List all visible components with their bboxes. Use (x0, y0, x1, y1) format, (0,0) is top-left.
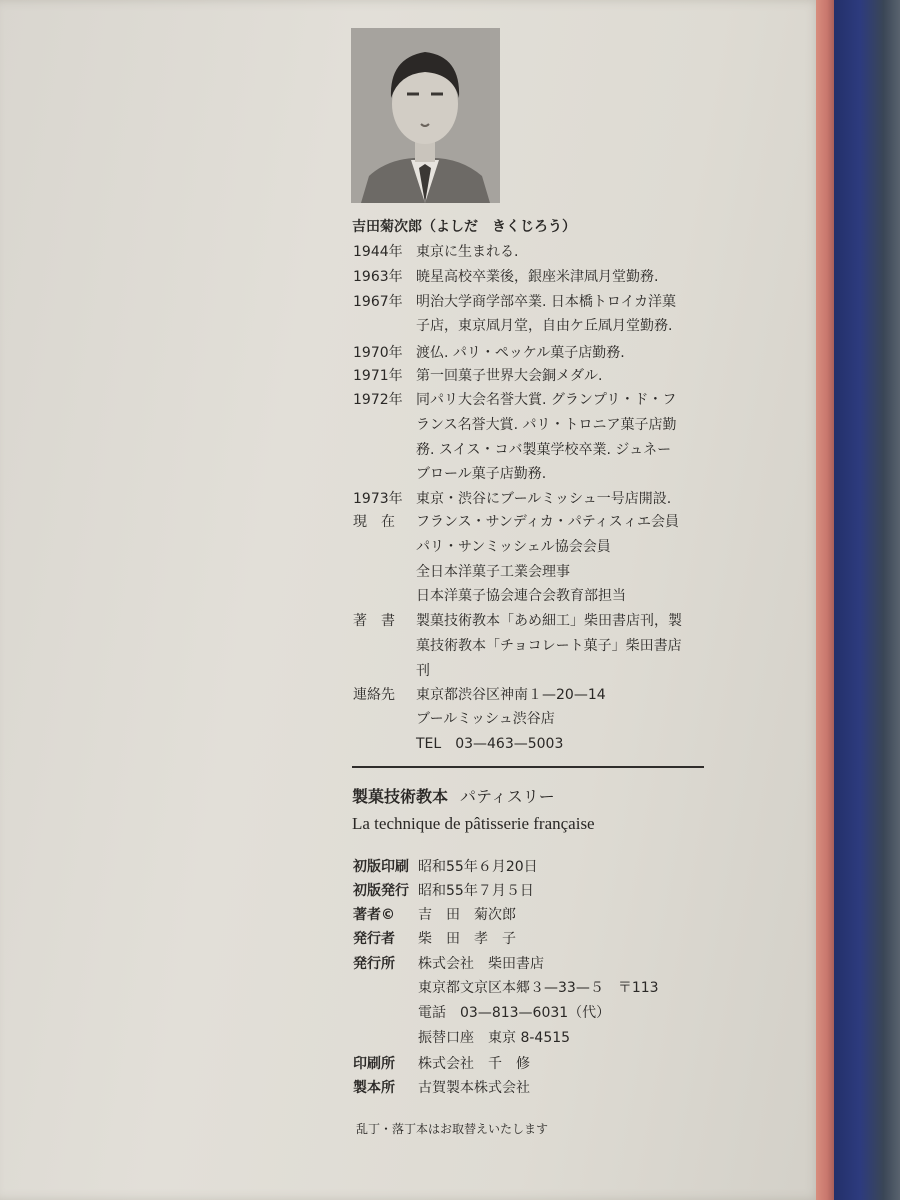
bio-text: 暁星高校卒業後，銀座米津凮月堂勤務. (416, 269, 659, 285)
colophon-label: 印刷所 (353, 1056, 395, 1072)
colophon-label: 製本所 (353, 1080, 395, 1096)
bio-text: 製菓技術教本「あめ細工」柴田書店刊，製 (416, 613, 682, 629)
bio-text: ランス名誉大賞. パリ・トロニア菓子店勤 (416, 417, 677, 433)
bio-text: 子店，東京凮月堂，自由ケ丘凮月堂勤務. (416, 318, 673, 334)
bio-text: ブールミッシュ渋谷店 (416, 711, 555, 727)
section-divider (352, 766, 704, 768)
bio-text: 務. スイス・コバ製菓学校卒業. ジュネー (416, 442, 672, 458)
author-name: 吉田菊次郎（よしだ きくじろう） (352, 219, 576, 235)
bio-text: TEL 03—463—5003 (416, 736, 564, 752)
colophon-text: 柴 田 孝 子 (418, 931, 516, 947)
bio-label: 連絡先 (353, 687, 395, 703)
bio-label: 著 書 (353, 613, 395, 629)
author-portrait (351, 28, 500, 203)
bio-label: 1944年 (353, 244, 403, 260)
colophon-label: 著者© (353, 907, 395, 923)
colophon-label: 発行者 (353, 931, 395, 947)
colophon-text: 振替口座 東京 8-4515 (418, 1030, 571, 1046)
bio-label: 1971年 (353, 368, 403, 384)
book-subtitle: パティスリー (460, 787, 555, 806)
bio-text: 同パリ大会名誉大賞. グランプリ・ド・フ (416, 392, 677, 408)
bio-text: フランス・サンディカ・パティスィエ会員 (416, 514, 680, 530)
bio-label: 1967年 (353, 294, 403, 310)
bio-text: 日本洋菓子協会連合会教育部担当 (416, 588, 626, 604)
colophon-text: 株式会社 千 修 (418, 1056, 530, 1072)
colophon-label: 初版印刷 (353, 859, 409, 875)
book-french-title: La technique de pâtisserie française (352, 814, 595, 833)
colophon-text: 昭和55年７月５日 (418, 883, 534, 899)
bio-text: 全日本洋菓子工業会理事 (416, 564, 570, 580)
bio-text: 東京都渋谷区神南１—20—14 (416, 687, 606, 703)
bio-label: 現 在 (353, 514, 395, 530)
replacement-notice: 乱丁・落丁本はお取替えいたします (356, 1122, 549, 1136)
colophon-label: 初版発行 (353, 883, 409, 899)
bio-text: 渡仏. パリ・ペッケル菓子店勤務. (416, 345, 625, 361)
bio-label: 1972年 (353, 392, 403, 408)
bio-text: 菓技術教本「チョコレート菓子」柴田書店 (416, 638, 682, 654)
bio-label: 1970年 (353, 345, 403, 361)
bio-text: 刊 (416, 663, 430, 679)
bio-text: 東京・渋谷にブールミッシュ一号店開設. (416, 491, 672, 507)
colophon-text: 電話 03—813—6031（代） (418, 1005, 611, 1021)
page-edge (816, 0, 834, 1200)
colophon-text: 昭和55年６月20日 (418, 859, 538, 875)
colophon-text: 東京都文京区本郷３—33—５ 〒113 (418, 980, 659, 996)
bio-text: 第一回菓子世界大会銅メダル. (416, 368, 603, 384)
colophon-text: 株式会社 柴田書店 (418, 956, 544, 972)
bio-text: 東京に生まれる. (416, 244, 519, 260)
bio-text: 明治大学商学部卒業. 日本橋トロイカ洋菓 (416, 294, 677, 310)
colophon-text: 古賀製本株式会社 (418, 1080, 530, 1096)
bio-text: ブロール菓子店勤務. (416, 466, 547, 482)
book-cover (834, 0, 900, 1200)
colophon-label: 発行所 (353, 956, 395, 972)
book-title: 製菓技術教本 (352, 787, 449, 806)
bio-label: 1973年 (353, 491, 403, 507)
bio-label: 1963年 (353, 269, 403, 285)
colophon-text: 吉 田 菊次郎 (418, 907, 516, 923)
bio-text: パリ・サンミッシェル協会会員 (416, 539, 611, 555)
